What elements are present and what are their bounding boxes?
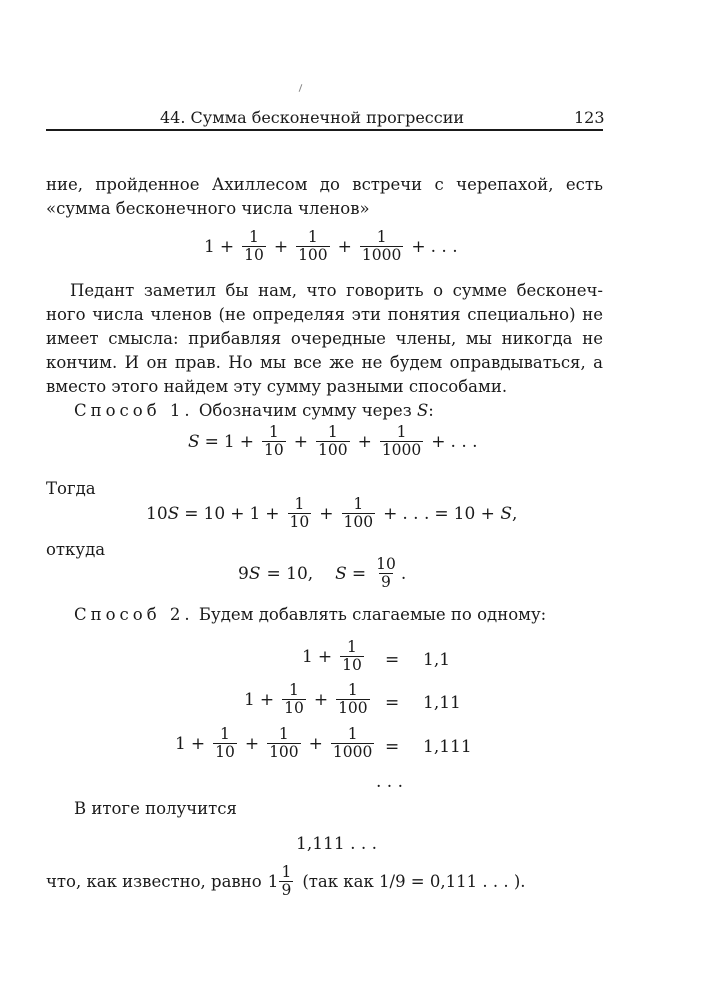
- fraction: $\frac{1}{100}$: [343, 495, 374, 531]
- partial-sum-value: 1,1: [423, 650, 451, 670]
- fraction: $\frac{1}{1000}$: [381, 423, 422, 459]
- text-line: вместо этого найдем эту сумму разными способами.: [46, 377, 508, 396]
- page-number: 123: [574, 108, 605, 127]
- text-line: ние, пройденное Ахиллесом до встречи с черепахой, есть: [46, 175, 603, 194]
- text-itog: В итоге получится: [74, 799, 237, 818]
- running-header-title: 44. Сумма бесконечной прогрессии: [160, 108, 465, 127]
- operator: +: [273, 236, 289, 257]
- fraction: $\frac{1}{10}$: [244, 228, 264, 264]
- text-togda: Тогда: [46, 479, 96, 498]
- text-otkuda: откуда: [46, 540, 106, 559]
- scan-mark: [299, 84, 303, 92]
- text-line: ного числа членов (не определяя эти понятия специально) не: [46, 305, 603, 324]
- method-label: Способ 1.: [74, 401, 194, 420]
- partial-sum-value: 1,111: [423, 737, 472, 757]
- formula-9S: 9 S = 10, S = $\frac{10}{9}$ .: [238, 555, 407, 591]
- eq-sign: =: [385, 650, 400, 670]
- partial-sum-2: 1 + $\frac{1}{10}$ + $\frac{1}{100}$: [244, 681, 368, 717]
- operator: +: [411, 236, 426, 257]
- header-rule: [46, 129, 603, 131]
- fraction: $\frac{1}{100}$: [298, 228, 328, 264]
- text-line: кончим. И он прав. Но мы все же не будем оправдываться, а: [46, 353, 603, 372]
- ellipsis: . . .: [376, 772, 404, 792]
- method1-line: Способ 1. Обозначим сумму через S:: [74, 401, 434, 420]
- result-decimal: 1,111 . . .: [296, 834, 378, 854]
- method-label: Способ 2.: [74, 605, 194, 624]
- ellipsis: . . .: [430, 236, 458, 257]
- text-line: Педант заметил бы нам, что говорить о сумме бесконеч-: [70, 281, 603, 300]
- eq-sign: =: [385, 693, 400, 713]
- fraction: $\frac{10}{9}$: [376, 555, 396, 591]
- partial-sum-3: 1 + $\frac{1}{10}$ + $\frac{1}{100}$ + $\frac{1}{1000}$: [175, 725, 373, 761]
- partial-sum-1: 1 + $\frac{1}{10}$: [302, 638, 362, 674]
- formula-series: [204, 229, 458, 264]
- text-line: имеет смысла: прибавляя очередные члены, мы никогда не: [46, 329, 603, 348]
- term: 1: [204, 236, 215, 257]
- formula-S-definition: S = 1 + $\frac{1}{10}$ + $\frac{1}{100}$ + $\frac{1}{1000}$ + . . .: [188, 423, 478, 459]
- operator: +: [337, 236, 352, 257]
- text-line: «сумма бесконечного числа членов»: [46, 199, 370, 218]
- eq-sign: =: [385, 737, 400, 757]
- fraction: $\frac{1}{1000}$: [361, 228, 402, 264]
- fraction: $\frac{1}{10}$: [263, 423, 284, 459]
- fraction: $\frac{1}{9}$: [281, 863, 292, 899]
- partial-sum-value: 1,11: [423, 693, 461, 713]
- fraction: $\frac{1}{100}$: [317, 423, 348, 459]
- final-line: что, как известно, равно 1 $\frac{1}{9}$ (так как 1/9 = 0,111 . . . ).: [46, 863, 526, 899]
- operator: +: [219, 236, 235, 257]
- formula-10S: 10 S = 10 + 1 + $\frac{1}{10}$ + $\frac{1}{100}$ + . . . = 10 + S ,: [146, 495, 518, 531]
- method2-line: Способ 2. Будем добавлять слагаемые по одному:: [74, 605, 547, 624]
- fraction: $\frac{1}{10}$: [289, 495, 310, 531]
